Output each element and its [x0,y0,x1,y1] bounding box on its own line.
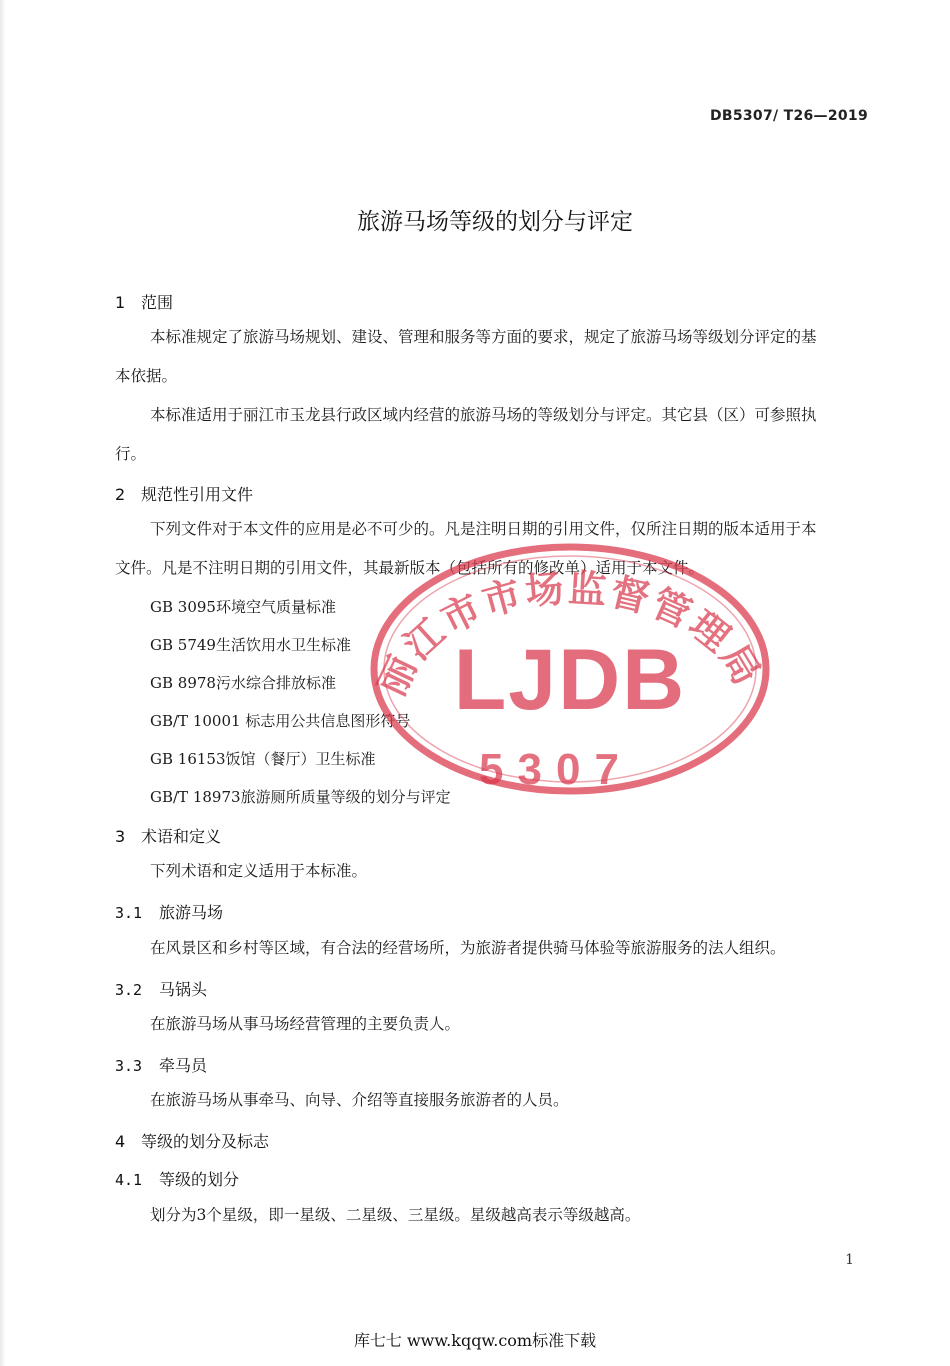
reference-code: GB/T 10001 [150,712,246,730]
section-number: 3 [115,827,126,846]
subsection-title: 马锅头 [159,980,208,999]
subsection-number: 3.2 [115,981,143,999]
subsection-heading [115,1053,207,1076]
section-3-heading [115,824,221,847]
section-1-heading [115,290,173,313]
document-title: 旅游马场等级的划分与评定 [357,209,633,235]
subsection-number: 3.1 [115,904,143,922]
reference-item [150,748,376,769]
paragraph-line: 本标准规定了旅游马场规划、建设、管理和服务等方面的要求，规定了旅游马场等级划分评定的基 [150,328,817,346]
reference-code: GB 3095 [150,598,216,616]
footer-text: 库七七 www.kqqw.com标准下载 [353,1331,597,1350]
section-4-heading [115,1129,269,1152]
subsection-number: 4.1 [115,1171,143,1189]
subsection-heading [115,977,207,1000]
reference-title: 旅游厕所质量等级的划分与评定 [240,788,451,806]
reference-title: 污水综合排放标准 [215,674,336,692]
document-code: DB5307/ T26—2019 [709,108,868,124]
paragraph-line: 划分为3个星级，即一星级、二星级、三星级。星级越高表示等级越高。 [150,1206,641,1224]
subsection-title: 旅游马场 [159,903,224,922]
paragraph-line: 本标准适用于丽江市玉龙县行政区域内经营的旅游马场的等级划分与评定。其它县（区）可参照执 [150,406,817,424]
paragraph-line: 下列文件对于本文件的应用是必不可少的。凡是注明日期的引用文件，仅所注日期的版本适用于本 [150,520,817,538]
reference-code: GB 8978 [150,674,216,692]
paragraph-line: 本依据。 [115,367,178,385]
subsection-title: 牵马员 [159,1056,208,1075]
reference-title: 标志用公共信息图形符号 [245,712,411,730]
reference-code: GB 5749 [150,636,216,654]
reference-title: 生活饮用水卫生标准 [215,636,351,654]
reference-code: GB/T 18973 [150,788,241,806]
paragraph-line: 在风景区和乡村等区域，有合法的经营场所，为旅游者提供骑马体验等旅游服务的法人组织。 [150,939,786,957]
reference-code: GB 16153 [150,750,226,768]
section-title: 规范性引用文件 [141,485,254,504]
reference-item [150,672,336,693]
seal-bottom-text: 5307 [479,745,633,794]
subsection-heading [115,1167,239,1190]
reference-title: 环境空气质量标准 [215,598,336,616]
paragraph-line: 在旅游马场从事牵马、向导、介绍等直接服务旅游者的人员。 [150,1091,569,1109]
paragraph-line: 行。 [115,445,147,463]
subsection-number: 3.3 [115,1057,143,1075]
reference-item [150,596,336,617]
paragraph-line: 下列术语和定义适用于本标准。 [150,862,368,880]
seal-center-text: LJDB [453,632,687,728]
section-2-heading [115,482,253,505]
page-number: 1 [845,1252,854,1268]
subsection-title: 等级的划分 [159,1170,240,1189]
official-seal-stamp [360,534,780,804]
section-title: 术语和定义 [141,827,222,846]
seal-arc-textpath: 丽江市市场监督管理局 [369,565,771,703]
reference-item [150,634,351,655]
section-number: 2 [115,485,126,504]
reference-title: 饭馆（餐厅）卫生标准 [225,750,376,768]
paragraph-line: 文件。凡是不注明日期的引用文件，其最新版本（包括所有的修改单）适用于本文件。 [115,559,705,577]
section-number: 4 [115,1132,126,1151]
section-number: 1 [115,293,126,312]
section-title: 范围 [141,293,174,312]
paragraph-line: 在旅游马场从事马场经营管理的主要负责人。 [150,1015,461,1033]
subsection-heading [115,900,223,923]
section-title: 等级的划分及标志 [141,1132,270,1151]
